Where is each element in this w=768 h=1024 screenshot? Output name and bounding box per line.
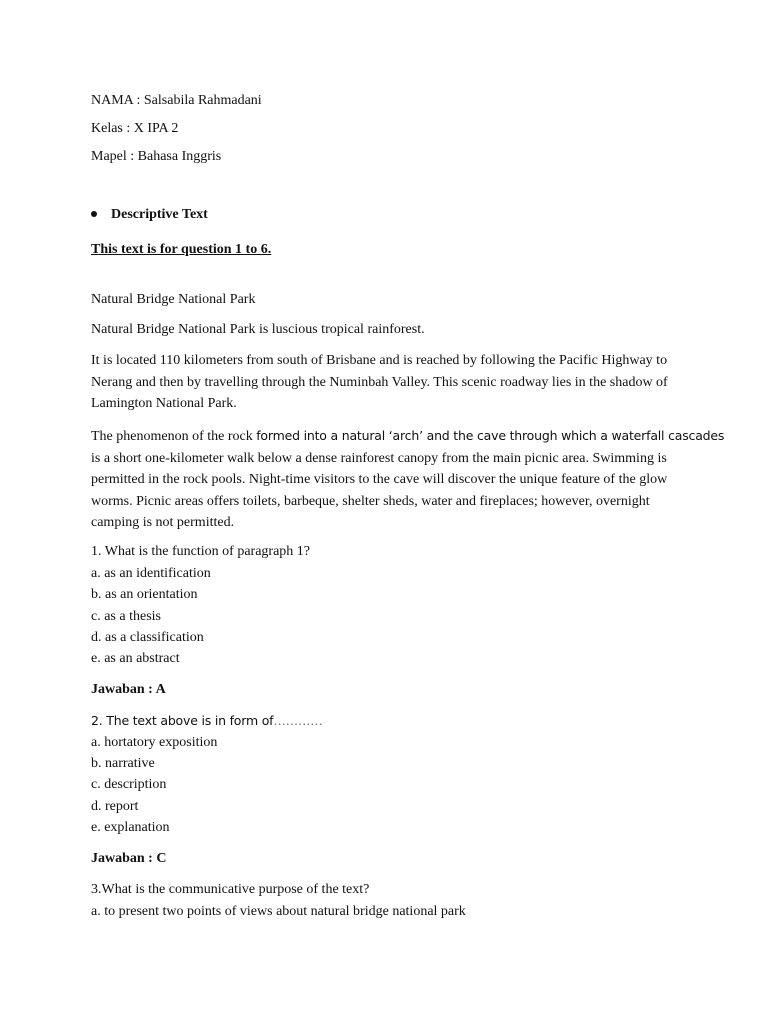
- paragraph-line: camping is not permitted.: [91, 515, 235, 530]
- paragraph-line: permitted in the rock pools. Night-time visitors to the cave will discover the unique feature of the glow: [91, 472, 668, 487]
- paragraph-line: It is located 110 kilometers from south of Brisbane and is reached by following the Pacific Highway to: [91, 353, 668, 368]
- bullet-icon: [91, 211, 97, 217]
- passage-paragraph-2: [91, 350, 681, 415]
- question-1: 1. What is the function of paragraph 1?: [91, 544, 311, 559]
- paragraph-line: is a short one-kilometer walk below a dense rainforest canopy from the main picnic area. Swimming is: [91, 450, 667, 466]
- q2-option-a: a. hortatory exposition: [91, 735, 218, 750]
- instruction: This text is for question 1 to 6.: [91, 242, 272, 257]
- question-2-text: 2. The text above is in form of: [91, 713, 274, 728]
- question-2-dots: …………: [273, 713, 323, 728]
- q1-option-d: d. as a classification: [91, 630, 204, 645]
- q3-option-a: a. to present two points of views about natural bridge national park: [91, 904, 466, 919]
- section-title: Descriptive Text: [111, 207, 208, 222]
- paragraph-line: Nerang and then by travelling through the Numinbah Valley. This scenic roadway lies in the shadow of: [91, 374, 668, 390]
- q2-option-d: d. report: [91, 799, 139, 814]
- paragraph-line-part: The phenomenon of the rock: [91, 429, 257, 444]
- question-3: 3.What is the communicative purpose of the text?: [91, 882, 370, 897]
- q1-answer: Jawaban : A: [91, 682, 166, 697]
- subject: Mapel : Bahasa Inggris: [91, 149, 222, 164]
- passage-paragraph-1: Natural Bridge National Park is luscious tropical rainforest.: [91, 322, 425, 337]
- student-class: Kelas : X IPA 2: [91, 121, 179, 136]
- q2-option-b: b. narrative: [91, 756, 155, 771]
- q2-option-e: e. explanation: [91, 820, 170, 835]
- passage-paragraph-3: [91, 425, 725, 534]
- q1-option-e: e. as an abstract: [91, 651, 180, 666]
- q2-option-c: c. description: [91, 777, 167, 792]
- paragraph-line: [91, 425, 725, 448]
- section-bullet: [91, 206, 208, 224]
- paragraph-line: Lamington National Park.: [91, 396, 237, 411]
- paragraph-line: worms. Picnic areas offers toilets, barbeque, shelter sheds, water and fireplaces; however, overnight: [91, 493, 650, 509]
- passage-title: Natural Bridge National Park: [91, 292, 256, 307]
- q2-answer: Jawaban : C: [91, 851, 167, 866]
- question-2: [91, 712, 323, 731]
- q1-option-b: b. as an orientation: [91, 587, 198, 602]
- paragraph-line-part: formed into a natural ‘arch’ and the cave through which a waterfall cascades: [256, 428, 725, 443]
- q1-option-a: a. as an identification: [91, 566, 211, 581]
- student-name: NAMA : Salsabila Rahmadani: [91, 93, 262, 108]
- q1-option-c: c. as a thesis: [91, 609, 161, 624]
